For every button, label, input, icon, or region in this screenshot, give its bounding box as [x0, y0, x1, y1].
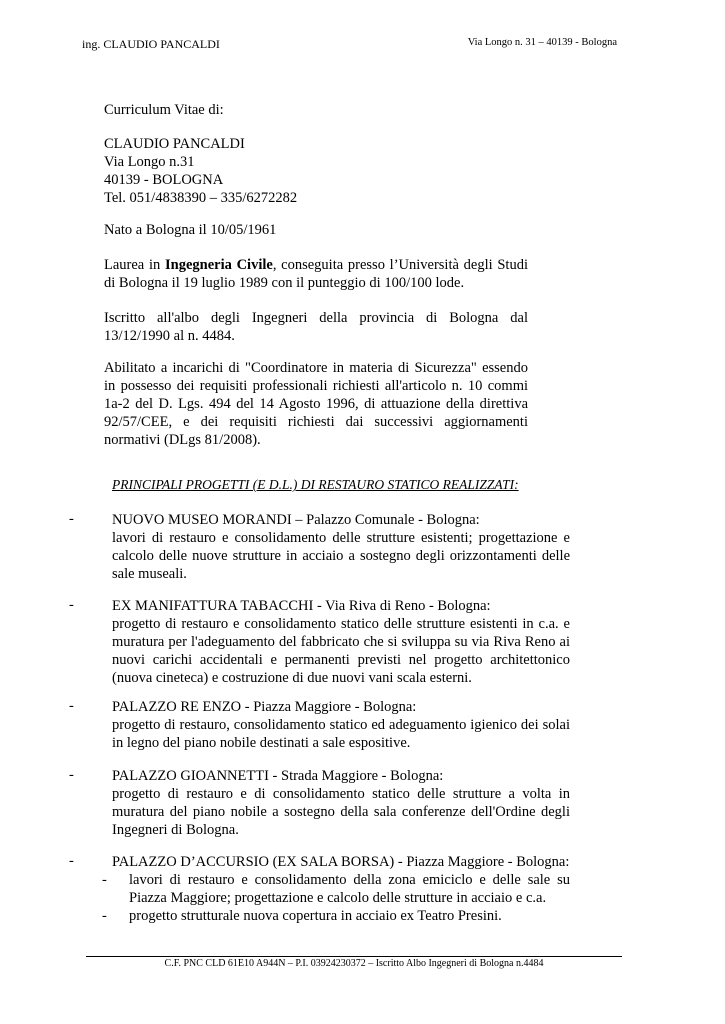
cv-title: Curriculum Vitae di: [104, 102, 224, 118]
sub-bullet-dash: - [102, 872, 107, 888]
contact-tel: Tel. 051/4838390 – 335/6272282 [104, 190, 298, 206]
section-title: PRINCIPALI PROGETTI (E D.L.) DI RESTAURO STATICO REALIZZATI: [112, 477, 519, 492]
project-item [112, 597, 570, 687]
contact-city: 40139 - BOLOGNA [104, 172, 224, 188]
project-item [102, 853, 570, 925]
project-sub-item [102, 871, 570, 907]
project-sub-text: progetto strutturale nuova copertura in acciaio ex Teatro Presini. [129, 908, 502, 924]
project-description: lavori di restauro e consolidamento delle strutture esistenti; progettazione e calcolo delle nuove strutture in acciaio a sostegno degli orizzontamenti delle sale museali. [112, 530, 570, 582]
project-title: NUOVO MUSEO MORANDI – Palazzo Comunale - Bologna: [112, 512, 480, 528]
birth-info: Nato a Bologna il 10/05/1961 [104, 222, 277, 238]
bullet-dash: - [69, 698, 74, 714]
project-item [112, 767, 570, 839]
bullet-dash: - [69, 767, 74, 783]
project-description: progetto di restauro e di consolidamento statico delle strutture a volta in muratura del piano nobile a sostegno della sala conferenze dell'Ordine degli Ingegneri di Bologna. [112, 786, 570, 838]
header-left: ing. CLAUDIO PANCALDI [82, 37, 220, 51]
project-sub-item [102, 907, 570, 925]
footer-text: C.F. PNC CLD 61E10 A944N – P.I. 03924230372 – Iscritto Albo Ingegneri di Bologna n.4484 [164, 958, 544, 969]
register-paragraph: Iscritto all'albo degli Ingegneri della provincia di Bologna dal 13/12/1990 al n. 4484. [104, 310, 528, 344]
project-title: PALAZZO RE ENZO - Piazza Maggiore - Bologna: [112, 699, 417, 715]
project-description: progetto di restauro, consolidamento statico ed adeguamento igienico dei solai in legno del piano nobile destinati a sale espositive. [112, 717, 570, 751]
contact-block [104, 135, 528, 207]
bullet-dash: - [69, 597, 74, 613]
safety-paragraph: Abilitato a incarichi di "Coordinatore in materia di Sicurezza" essendo in possesso dei requisiti professionali richiesti all'articolo n. 10 commi 1a-2 del D. Lgs. 494 del 14 Agosto 1996, di attuazione della direttiva 92/57/CEE, e dei requisiti richiesti dai successivi aggiornamenti normativi (DLgs 81/2008). [104, 360, 528, 448]
degree-post: , conseguita presso l’Università degli Studi di Bologna il 19 luglio 1989 con il punteggio di 100/100 lode. [104, 257, 528, 291]
project-item [112, 698, 570, 752]
project-item [112, 511, 570, 583]
contact-name: CLAUDIO PANCALDI [104, 136, 245, 152]
bullet-dash: - [69, 511, 74, 527]
project-description: progetto di restauro e consolidamento statico delle strutture esistenti in c.a. e muratura per l'adeguamento del fabbricato che si sviluppa su via Riva Reno ai nuovi carichi accidentali e permanenti previsti nel progetto architettonico (nuova cineteca) e costruzione di due nuovi vani scala esterni. [112, 616, 570, 686]
degree-field: Ingegneria Civile [164, 257, 273, 273]
degree-pre: Laurea in [104, 257, 165, 273]
footer-divider [86, 956, 622, 957]
project-title: EX MANIFATTURA TABACCHI - Via Riva di Reno - Bologna: [112, 598, 491, 614]
project-title: PALAZZO GIOANNETTI - Strada Maggiore - Bologna: [112, 768, 444, 784]
project-sub-text: lavori di restauro e consolidamento della zona emiciclo e delle sale su Piazza Maggiore; progettazione e calcolo delle strutture in acciaio e c.a. [129, 872, 570, 906]
header-right: Via Longo n. 31 – 40139 - Bologna [467, 37, 617, 48]
degree-paragraph [104, 256, 528, 292]
bullet-dash: - [69, 853, 74, 869]
project-title: PALAZZO D’ACCURSIO (EX SALA BORSA) - Piazza Maggiore - Bologna: [112, 854, 570, 870]
sub-bullet-dash: - [102, 908, 107, 924]
contact-street: Via Longo n.31 [104, 154, 195, 170]
